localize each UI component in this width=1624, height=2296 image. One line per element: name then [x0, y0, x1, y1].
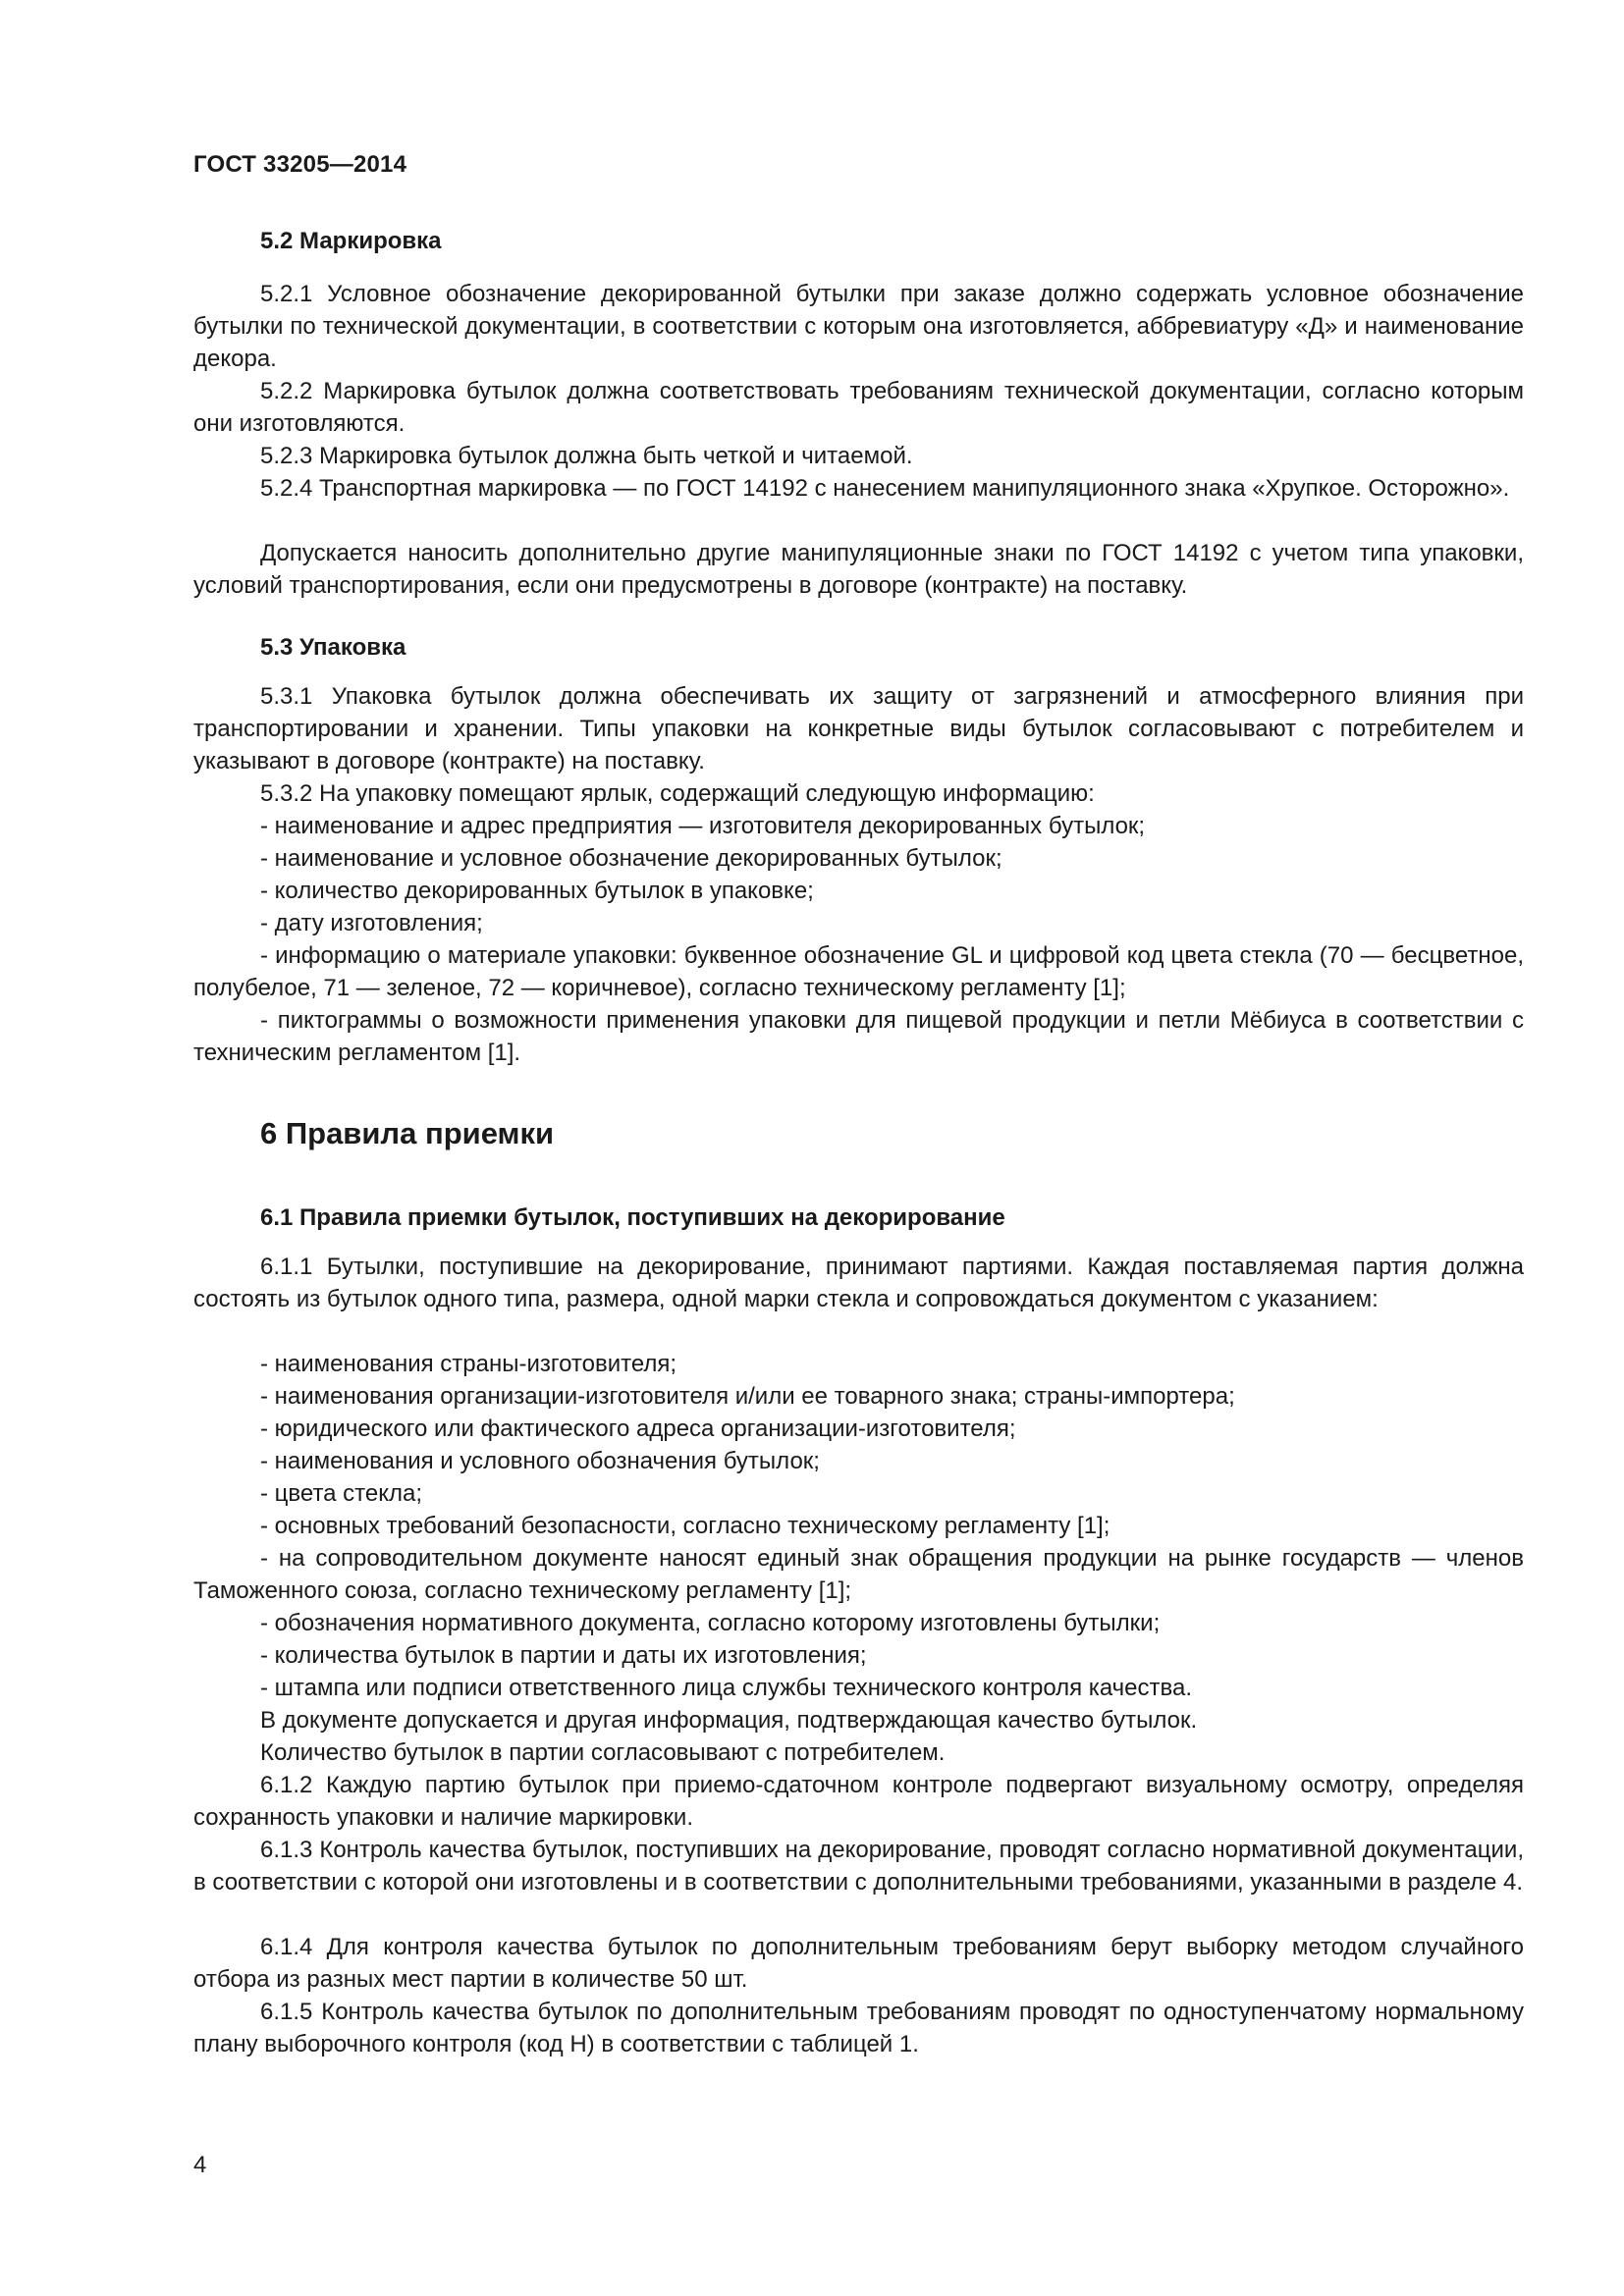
paragraph-6-1-3: 6.1.3 Контроль качества бутылок, поступивших на декорирование, проводят согласно нормативной документации, в соответствии с которой они изготовлены и в соответствии с дополнительными требованиями, указанными в разделе 4. — [193, 1837, 1524, 1896]
list-item: - цвета стекла; — [260, 1480, 423, 1507]
paragraph-5-2-1: 5.2.1 Условное обозначение декорированной бутылки при заказе должно содержать условное обозначение бутылки по технической документации, в соответствии с которым она изготовляется, аббревиатуру «Д» и наименование декора. — [193, 281, 1524, 372]
list-item: - информацию о материале упаковки: буквенное обозначение GL и цифровой код цвета стекла (70 — бесцветное, полубелое, 71 — зеленое, 72 — коричневое), согласно техническому регламенту [1]; — [193, 942, 1524, 1001]
list-item: - количества бутылок в партии и даты их изготовления; — [260, 1642, 867, 1669]
list-item: - дату изготовления; — [260, 910, 483, 936]
paragraph-5-2-4: 5.2.4 Транспортная маркировка — по ГОСТ 14192 с нанесением манипуляционного знака «Хрупкое. Осторожно». — [260, 475, 1510, 502]
page-number: 4 — [193, 2152, 207, 2178]
list-item: - количество декорированных бутылок в упаковке; — [260, 878, 814, 904]
paragraph-6-1-4: 6.1.4 Для контроля качества бутылок по дополнительным требованиям берут выборку методом случайного отбора из разных мест партии в количестве 50 шт. — [193, 1934, 1524, 1993]
document-id: ГОСТ 33205—2014 — [193, 151, 407, 178]
list-item: - наименование и условное обозначение декорированных бутылок; — [260, 845, 1002, 872]
paragraph-6-1-2: 6.1.2 Каждую партию бутылок при приемо-сдаточном контроле подвергают визуальному осмотру, определяя сохранность упаковки и наличие маркировки. — [193, 1772, 1524, 1831]
list-item: - наименования организации-изготовителя и/или ее товарного знака; страны-импортера; — [260, 1383, 1235, 1410]
list-item: - наименования страны-изготовителя; — [260, 1351, 677, 1377]
section-6-title: 6 Правила приемки — [260, 1116, 555, 1150]
list-item: - основных требований безопасности, согласно техническому регламенту [1]; — [260, 1513, 1110, 1539]
list-item: - обозначения нормативного документа, согласно которому изготовлены бутылки; — [260, 1610, 1161, 1636]
section-6-1-title: 6.1 Правила приемки бутылок, поступивших на декорирование — [260, 1204, 1005, 1231]
paragraph-5-2-3: 5.2.3 Маркировка бутылок должна быть четкой и читаемой. — [260, 443, 913, 469]
paragraph-6-1-5: 6.1.5 Контроль качества бутылок по дополнительным требованиям проводят по одноступенчатому нормальному плану выборочного контроля (код Н) в соответствии с таблицей 1. — [193, 1999, 1524, 2057]
paragraph-6-1-other-info: В документе допускается и другая информация, подтверждающая качество бутылок. — [260, 1707, 1198, 1734]
list-item: - пиктограммы о возможности применения упаковки для пищевой продукции и петли Мёбиуса в соответствии с техническим регламентом [1]. — [193, 1007, 1524, 1066]
paragraph-6-1-batch-qty: Количество бутылок в партии согласовывают с потребителем. — [260, 1739, 946, 1766]
section-5-2-title: 5.2 Маркировка — [260, 228, 442, 254]
list-item: - юридического или фактического адреса организации-изготовителя; — [260, 1415, 1016, 1442]
list-item: - штампа или подписи ответственного лица службы технического контроля качества. — [260, 1675, 1192, 1701]
paragraph-6-1-1: 6.1.1 Бутылки, поступившие на декорирование, принимают партиями. Каждая поставляемая партия должна состоять из бутылок одного типа, размера, одной марки стекла и сопровождаться документом с указанием: — [193, 1254, 1524, 1312]
paragraph-5-3-2: 5.3.2 На упаковку помещают ярлык, содержащий следующую информацию: — [260, 780, 1095, 807]
list-item: - на сопроводительном документе наносят единый знак обращения продукции на рынке государств — членов Таможенного союза, согласно техническому регламенту [1]; — [193, 1545, 1524, 1604]
paragraph-5-3-1: 5.3.1 Упаковка бутылок должна обеспечивать их защиту от загрязнений и атмосферного влияния при транспортировании и хранении. Типы упаковки на конкретные виды бутылок согласовывают с потребителем и указывают в договоре (контракте) на поставку. — [193, 683, 1524, 774]
list-item: - наименования и условного обозначения бутылок; — [260, 1448, 820, 1474]
list-item: - наименование и адрес предприятия — изготовителя декорированных бутылок; — [260, 813, 1146, 839]
paragraph-5-2-note: Допускается наносить дополнительно другие манипуляционные знаки по ГОСТ 14192 с учетом типа упаковки, условий транспортирования, если они предусмотрены в договоре (контракте) на поставку. — [193, 540, 1524, 599]
section-5-3-title: 5.3 Упаковка — [260, 634, 406, 661]
paragraph-5-2-2: 5.2.2 Маркировка бутылок должна соответствовать требованиям технической документации, согласно которым они изготовляются. — [193, 378, 1524, 437]
